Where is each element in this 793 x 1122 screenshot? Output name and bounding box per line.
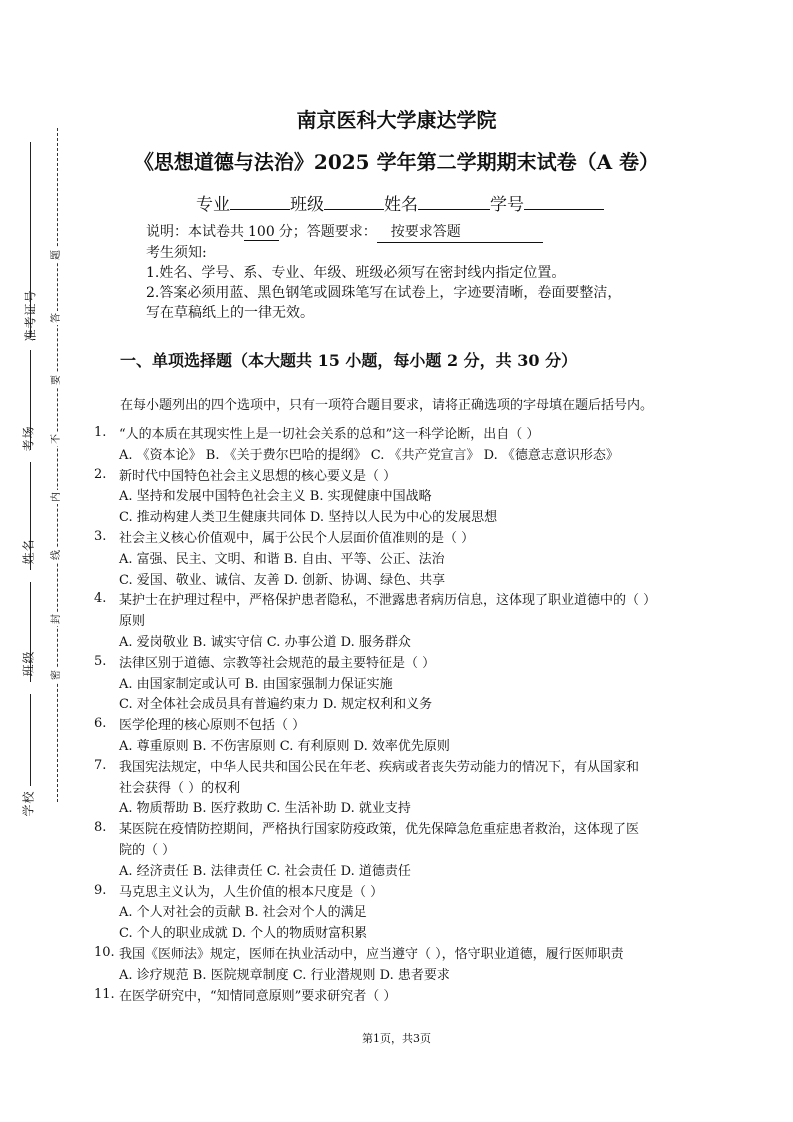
question-line: 院的（ ） bbox=[119, 842, 176, 858]
notice-item-1: 1.姓名、学号、系、专业、年级、班级必须写在密封线内指定位置。 bbox=[146, 265, 566, 281]
seal-char-feng: 封 bbox=[51, 614, 62, 624]
question-stem: 某护士在护理过程中，严格保护患者隐私，不泄露患者病历信息，这体现了职业道德中的（ ） bbox=[119, 593, 657, 609]
student-id-blank[interactable] bbox=[524, 191, 604, 210]
name-label: 姓名 bbox=[384, 195, 418, 215]
question-7 bbox=[94, 758, 694, 820]
margin-label-name: 姓名 bbox=[21, 538, 36, 565]
question-number: 6. bbox=[94, 716, 107, 732]
question-line: C. 个人的职业成就 D. 个人的物质财富积累 bbox=[119, 926, 368, 942]
margin-label-exam-room: 考场 bbox=[21, 425, 36, 452]
major-blank[interactable] bbox=[230, 191, 290, 210]
class-label: 班级 bbox=[290, 195, 324, 215]
question-stem: 社会主义核心价值观中，属于公民个人层面价值准则的是（ ） bbox=[119, 530, 475, 546]
seal-char-da: 答 bbox=[51, 313, 62, 323]
notice-item-2a: 2.答案必须用蓝、黑色钢笔或圆珠笔写在试卷上，字迹要清晰，卷面要整洁， bbox=[146, 285, 622, 301]
question-line: A. 富强、民主、文明、和谐 B. 自由、平等、公正、法治 bbox=[119, 551, 445, 567]
question-1 bbox=[94, 425, 694, 467]
question-number: 4. bbox=[94, 591, 107, 607]
question-line: 社会获得（ ）的权利 bbox=[119, 780, 241, 796]
page-footer: 第1页，共3页 bbox=[362, 1032, 431, 1045]
question-number: 11. bbox=[94, 986, 115, 1002]
notes-desc-line bbox=[146, 222, 686, 243]
student-id-label: 学号 bbox=[490, 195, 524, 215]
question-stem: 新时代中国特色社会主义思想的核心要义是（ ） bbox=[119, 468, 397, 484]
question-line: A. 坚持和发展中国特色社会主义 B. 实现健康中国战略 bbox=[119, 489, 432, 505]
question-stem: 我国《医师法》规定，医师在执业活动中，应当遵守（ ），恪守职业道德，履行医师职责 bbox=[119, 946, 624, 962]
question-stem: 马克思主义认为，人生价值的根本尺度是（ ） bbox=[119, 884, 384, 900]
question-line: 原则 bbox=[119, 614, 146, 630]
question-line: C. 爱国、敬业、诚信、友善 D. 创新、协调、绿色、共享 bbox=[119, 572, 446, 588]
seal-char-bu: 不 bbox=[51, 434, 62, 444]
question-8 bbox=[94, 820, 694, 882]
question-list bbox=[94, 425, 694, 1007]
question-stem: 在医学研究中，“知情同意原则”要求研究者（ ） bbox=[119, 988, 397, 1004]
question-2 bbox=[94, 467, 694, 529]
seal-dotted-line bbox=[57, 128, 58, 802]
question-line: A. 物质帮助 B. 医疗救助 C. 生活补助 D. 就业支持 bbox=[119, 801, 411, 817]
seal-char-mi: 密 bbox=[51, 670, 62, 680]
question-line: A. 由国家制定或认可 B. 由国家强制力保证实施 bbox=[119, 676, 393, 692]
class-blank[interactable] bbox=[324, 191, 384, 210]
question-3 bbox=[94, 529, 694, 591]
notice-title: 考生须知: bbox=[146, 245, 207, 261]
question-10 bbox=[94, 945, 694, 987]
question-6 bbox=[94, 716, 694, 758]
major-label: 专业 bbox=[196, 195, 230, 215]
question-line: C. 推动构建人类卫生健康共同体 D. 坚持以人民为中心的发展思想 bbox=[119, 510, 498, 526]
notes-desc-mid: 分；答题要求： bbox=[278, 224, 377, 240]
exam-title: 《思想道德与法治》2025 学年第二学期期末试卷（A 卷） bbox=[133, 150, 660, 174]
question-stem: “人的本质在其现实性上是一切社会关系的总和”这一科学论断，出自（ ） bbox=[119, 427, 540, 442]
question-number: 5. bbox=[94, 653, 107, 669]
seal-char-nei: 内 bbox=[51, 492, 62, 502]
question-line: A. 经济责任 B. 法律责任 C. 社会责任 D. 道德责任 bbox=[119, 863, 411, 879]
exam-notes bbox=[146, 222, 686, 323]
question-number: 1. bbox=[94, 425, 107, 440]
total-score: 100 bbox=[244, 224, 279, 241]
school-title: 南京医科大学康达学院 bbox=[296, 108, 497, 132]
question-line: A. 尊重原则 B. 不伤害原则 C. 有利原则 D. 效率优先原则 bbox=[119, 738, 450, 754]
question-5 bbox=[94, 654, 694, 716]
margin-label-school: 学校 bbox=[21, 790, 36, 817]
margin-label-student-no: 准考证号 bbox=[23, 289, 38, 342]
student-info-row bbox=[196, 190, 604, 215]
name-blank[interactable] bbox=[418, 191, 490, 210]
question-number: 10. bbox=[94, 944, 115, 960]
question-11 bbox=[94, 987, 694, 1008]
question-line: A. 诊疗规范 B. 医院规章制度 C. 行业潜规则 D. 患者要求 bbox=[119, 967, 450, 983]
seal-char-ti: 题 bbox=[51, 250, 62, 260]
question-line: A. 个人对社会的贡献 B. 社会对个人的满足 bbox=[119, 905, 367, 921]
notice-item-2b: 写在草稿纸上的一律无效。 bbox=[146, 305, 314, 321]
margin-label-class: 班级 bbox=[21, 650, 36, 677]
question-number: 2. bbox=[94, 466, 107, 482]
seal-char-yao: 要 bbox=[51, 375, 62, 385]
seal-char-xian: 线 bbox=[51, 550, 62, 560]
question-stem: 我国宪法规定，中华人民共和国公民在年老、疾病或者丧失劳动能力的情况下，有从国家和 bbox=[119, 759, 640, 775]
question-line: A. 爱岗敬业 B. 诚实守信 C. 办事公道 D. 服务群众 bbox=[119, 634, 411, 650]
question-number: 7. bbox=[94, 757, 107, 773]
question-line: C. 对全体社会成员具有普遍约束力 D. 规定权利和义务 bbox=[119, 697, 433, 713]
question-9 bbox=[94, 883, 694, 945]
question-4 bbox=[94, 591, 694, 653]
question-line: A. 《资本论》 B. 《关于费尔巴哈的提纲》 C. 《共产党宣言》 D. 《德意志意识形态》 bbox=[119, 447, 619, 463]
answer-requirement: 按要求答题 bbox=[377, 222, 543, 243]
margin-line-school bbox=[30, 694, 31, 786]
question-number: 3. bbox=[94, 528, 107, 544]
section-title: 一、单项选择题（本大题共 15 小题，每小题 2 分，共 30 分） bbox=[120, 351, 578, 370]
notes-desc-prefix: 说明：本试卷共 bbox=[146, 224, 244, 240]
section-instruction: 在每小题列出的四个选项中，只有一项符合题目要求，请将正确选项的字母填在题后括号内。 bbox=[120, 398, 654, 413]
question-number: 8. bbox=[94, 820, 107, 836]
question-stem: 法律区别于道德、宗教等社会规范的最主要特征是（ ） bbox=[119, 655, 436, 671]
question-stem: 医学伦理的核心原则不包括（ ） bbox=[119, 718, 306, 734]
question-number: 9. bbox=[94, 882, 107, 898]
question-stem: 某医院在疫情防控期间，严格执行国家防疫政策，优先保障急危重症患者救治，这体现了医 bbox=[119, 822, 640, 838]
